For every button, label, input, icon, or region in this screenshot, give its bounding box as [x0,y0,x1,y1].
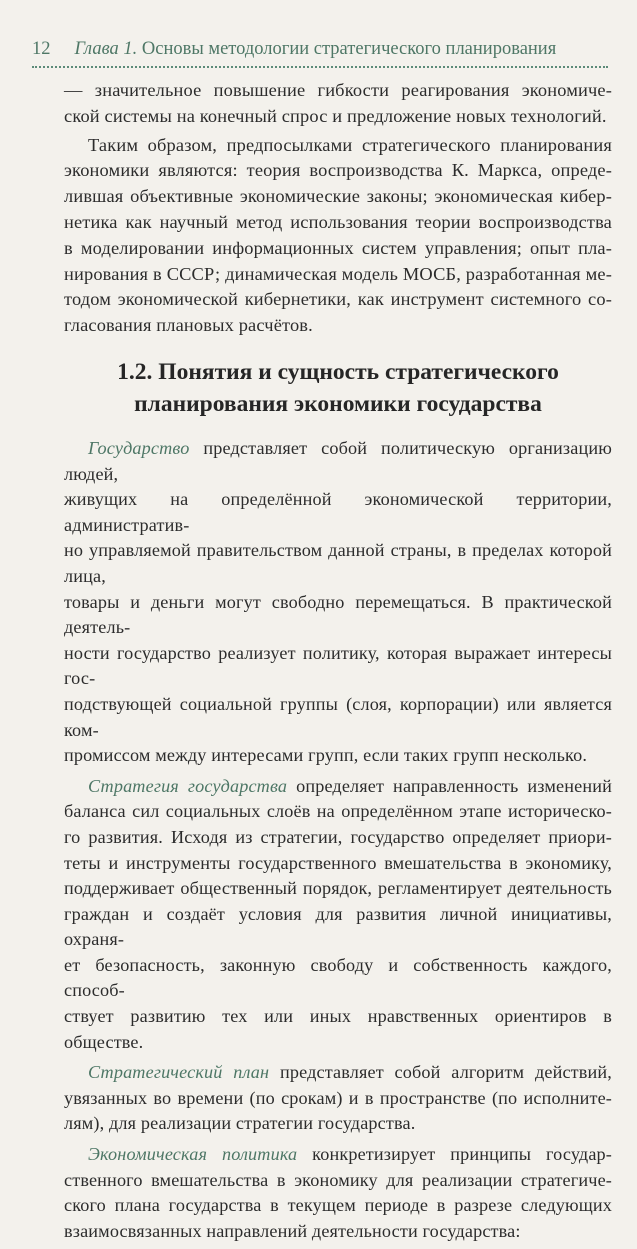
page-number: 12 [32,39,51,59]
definitions-text-block [64,436,612,1249]
text-fragment: определяет направленность изменений [287,775,612,796]
text-line: ственного вмешательства в экономику для реализации стратегиче- [64,1169,612,1190]
text-line: но управляемой правительством данной страны, в пределах которой лица, [64,540,612,586]
text-fragment: представляет собой алгоритм действий, [269,1062,612,1083]
section-heading-line: планирования экономики государства [134,391,542,417]
section-heading [64,356,612,420]
paragraph-strategic-plan [64,1060,612,1137]
text-fragment: представляет собой политическую организацию людей, [64,438,612,484]
text-line: го развития. Исходя из стратегии, государство определяет приори- [64,826,612,847]
text-line: в моделировании информационных систем управления; опыт пла- [64,237,612,258]
running-head [32,38,606,60]
paragraph-state-strategy [64,774,612,1056]
text-line: граждан и создаёт условия для развития личной инициативы, охраня- [64,903,612,950]
term-state-strategy: Стратегия государства [88,775,288,796]
text-line: ской системы на конечный спрос и предложение новых технологий. [64,105,607,126]
text-line: ности государство реализует политику, которая выражает интересы гос- [64,642,612,689]
term-economic-policy: Экономическая политика [88,1144,298,1165]
paragraph-prerequisites [64,133,612,339]
text-line [64,436,612,487]
text-line: ет безопасность, законную свободу и собственность каждого, способ- [64,954,612,1001]
paragraph-flexibility [64,78,612,130]
text-line: теты и инструменты государственного вмешательства в экономику, [64,852,612,873]
term-strategic-plan: Стратегический план [88,1062,270,1083]
text-line: — значительное повышение гибкости реагирования экономиче- [64,80,612,100]
intro-text-block [64,78,612,342]
text-line: товары и деньги могут свободно перемещаться. В практической деятель- [64,591,612,638]
text-line: тодом экономической кибернетики, как инструмент системного со- [64,289,612,310]
text-line: ствует развитию тех или иных нравственных ориентиров в обществе. [64,1006,612,1052]
text-line: подствующей социальной группы (слоя, корпорации) или является ком- [64,693,612,740]
text-line: ского плана государства в текущем периоде в разрезе следующих [64,1195,612,1216]
paragraph-economic-policy [64,1142,612,1244]
text-line: промиссом между интересами групп, если таких групп несколько. [64,745,588,766]
text-line: поддерживает общественный порядок, регламентирует деятельность [64,878,612,899]
text-line: лям), для реализации стратегии государства. [64,1113,416,1134]
text-fragment: конкретизирует принципы государ- [297,1144,613,1165]
text-line [64,1060,612,1086]
text-line: лившая объективные экономические законы; экономическая кибер- [64,186,612,207]
chapter-label: Глава 1. [74,39,138,59]
paragraph-state [64,436,612,769]
header-divider [32,66,608,68]
text-line: экономики являются: теория воспроизводства К. Маркса, опреде- [64,160,612,181]
text-line: взаимосвязанных направлений деятельности государства: [64,1220,521,1241]
text-line: баланса сил социальных слоёв на определённом этапе историческо- [64,801,612,822]
section-heading-line: 1.2. Понятия и сущность стратегического [117,359,559,385]
text-line [64,1142,612,1168]
term-state: Государство [88,438,190,458]
text-line: увязанных во времени (по срокам) и в пространстве (по исполните- [64,1087,612,1108]
text-line: гласования плановых расчётов. [64,315,313,336]
text-line: нетика как научный метод использования теории воспроизводства [64,211,612,232]
text-line [64,774,612,800]
chapter-title: Основы методологии стратегического планирования [141,39,557,59]
text-line: Таким образом, предпосылками стратегического планирования [88,134,612,155]
text-line: живущих на определённой экономической территории, административ- [64,489,612,535]
text-line: нирования в СССР; динамическая модель МОСБ, разработанная ме- [64,263,612,284]
